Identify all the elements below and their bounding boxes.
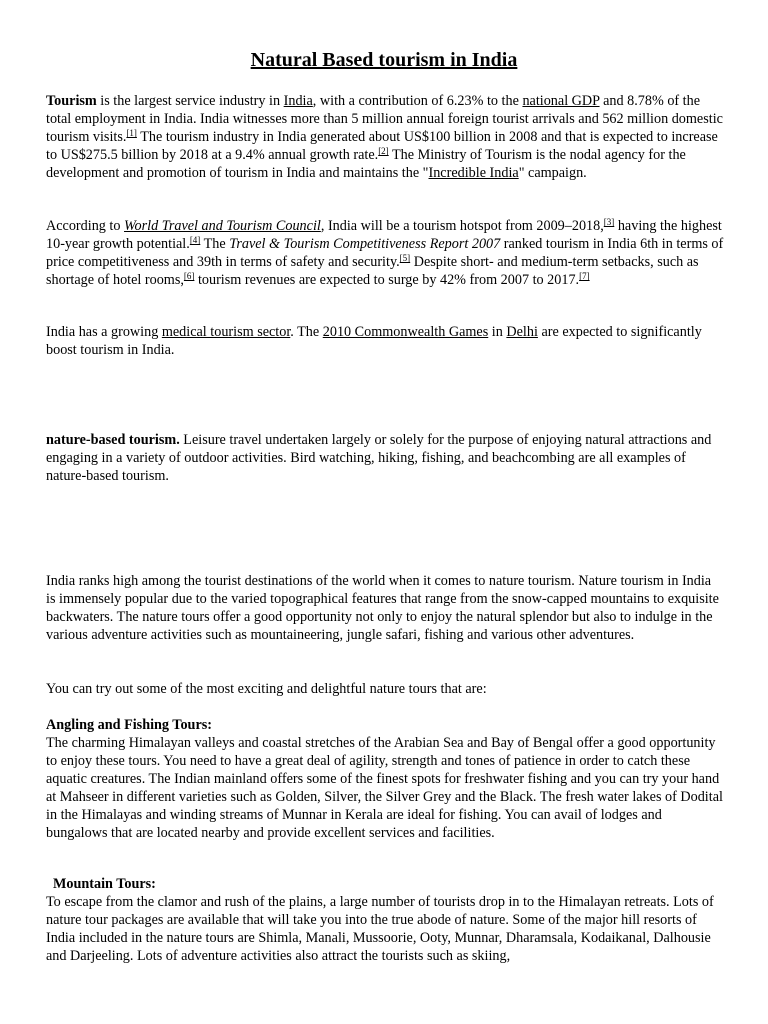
paragraph-nature-tours-intro: You can try out some of the most exciting and delightful nature tours that are: <box>46 681 487 697</box>
text-span: is the largest service industry in <box>96 93 284 109</box>
paragraph-nature-based-definition <box>46 431 724 485</box>
link-india[interactable]: India <box>283 93 313 109</box>
section-heading-mountain: Mountain Tours: <box>53 876 156 892</box>
reference-4[interactable]: [4] <box>189 235 201 245</box>
link-incredible-india[interactable]: Incredible India <box>428 165 519 181</box>
link-national-gdp[interactable]: national GDP <box>522 93 600 109</box>
text-span: , with a contribution of 6.23% to the <box>312 93 523 109</box>
text-span: " campaign. <box>518 165 587 181</box>
reference-6[interactable]: [6] <box>183 271 195 281</box>
text-span: . The <box>290 324 323 340</box>
section-mountain-tours <box>46 875 724 965</box>
bold-term-tourism: Tourism <box>46 93 97 109</box>
text-span: India has a growing <box>46 324 162 340</box>
text-span: , India will be a tourism hotspot from 2009–2018, <box>320 218 604 234</box>
link-world-travel-tourism-council[interactable]: World Travel and Tourism Council <box>124 218 321 234</box>
link-commonwealth-games[interactable]: 2010 Commonwealth Games <box>322 324 489 340</box>
text-span: are expected to significantly boost tourism in India. <box>46 324 702 358</box>
reference-7[interactable]: [7] <box>579 271 590 281</box>
link-delhi[interactable]: Delhi <box>506 324 538 340</box>
text-span: tourism revenues are expected to surge by 42% from 2007 to 2017. <box>194 272 580 288</box>
text-span: and 8.78% of the total employment in India. India witnesses more than 5 million annual foreign tourist arrivals and 562 million domestic tourism visits. <box>46 93 723 145</box>
text-span: Despite short- and medium-term setbacks, such as shortage of hotel rooms, <box>46 254 699 288</box>
paragraph-tourism-intro <box>46 92 724 182</box>
page-title: Natural Based tourism in India <box>250 49 518 71</box>
paragraph-medical-tourism <box>46 323 724 359</box>
text-span: ranked tourism in India 6th in terms of price competitiveness and 39th in terms of safety and security. <box>46 236 724 270</box>
section-heading-angling: Angling and Fishing Tours: <box>46 717 212 733</box>
reference-2[interactable]: [2] <box>378 146 389 156</box>
reference-5[interactable]: [5] <box>399 253 411 263</box>
report-title: Travel & Tourism Competitiveness Report 2007 <box>229 236 501 252</box>
section-body-angling: The charming Himalayan valleys and coastal stretches of the Arabian Sea and Bay of Bengal offer a good opportunity to enjoy these tours. You need to have a great deal of agility, strength and tones of patience in order to catch these aquatic creatures. The Indian mainland offers some of the finest spots for freshwater fishing and you can try your hand at Mahseer in different varieties such as Golden, Silver, the Silver Grey and the Black. The fresh water lakes of Dodital in the Himalayas and winding streams of Munnar in Kerala are ideal for fishing. You can avail of lodges and bungalows that are located nearby and provide excellent services and facilities. <box>46 735 723 841</box>
reference-3[interactable]: [3] <box>603 217 615 227</box>
section-body-mountain: To escape from the clamor and rush of the plains, a large number of tourists drop in to the Himalayan retreats. Lots of nature tour packages are available that will take you into the true abode of nature. Some of the major hill resorts of India included in the nature tours are Shimla, Manali, Mussoorie, Ooty, Munnar, Dharamsala, Kodaikanal, Dalhousie and Darjeeling. Lots of adventure activities also attract the tourists such as skiing, <box>46 894 714 964</box>
reference-1[interactable]: [1] <box>126 128 137 138</box>
paragraph-wttc <box>46 217 724 289</box>
text-span: in <box>488 324 507 340</box>
paragraph-india-nature-tourism: India ranks high among the tourist destinations of the world when it comes to nature tourism. Nature tourism in India is immensely popular due to the varied topographical features that range from the snow-capped mountains to exquisite backwaters. The nature tours offer a good opportunity not only to enjoy the natural splendor but also to indulge in the various adventure activities such as mountaineering, jungle safari, fishing and various other adventures. <box>46 573 719 643</box>
text-span: The tourism industry in India generated about US$100 billion in 2008 and that is expected to increase to US$275.5 billion by 2018 at a 9.4% annual growth rate. <box>46 129 718 163</box>
text-span: Leisure travel undertaken largely or solely for the purpose of enjoying natural attractions and engaging in a variety of outdoor activities. Bird watching, hiking, fishing, and beachcombing are all examples of nature-based tourism. <box>46 432 712 484</box>
text-span: According to <box>46 218 125 234</box>
bold-term-nature-based: nature-based tourism. <box>46 432 180 448</box>
text-span: The Ministry of Tourism is the nodal agency for the development and promotion of tourism in India and maintains the " <box>46 147 686 181</box>
link-medical-tourism[interactable]: medical tourism sector <box>161 324 291 340</box>
text-span: The <box>200 236 230 252</box>
text-span: having the highest 10-year growth potential. <box>46 218 722 252</box>
section-angling-fishing <box>46 716 724 842</box>
